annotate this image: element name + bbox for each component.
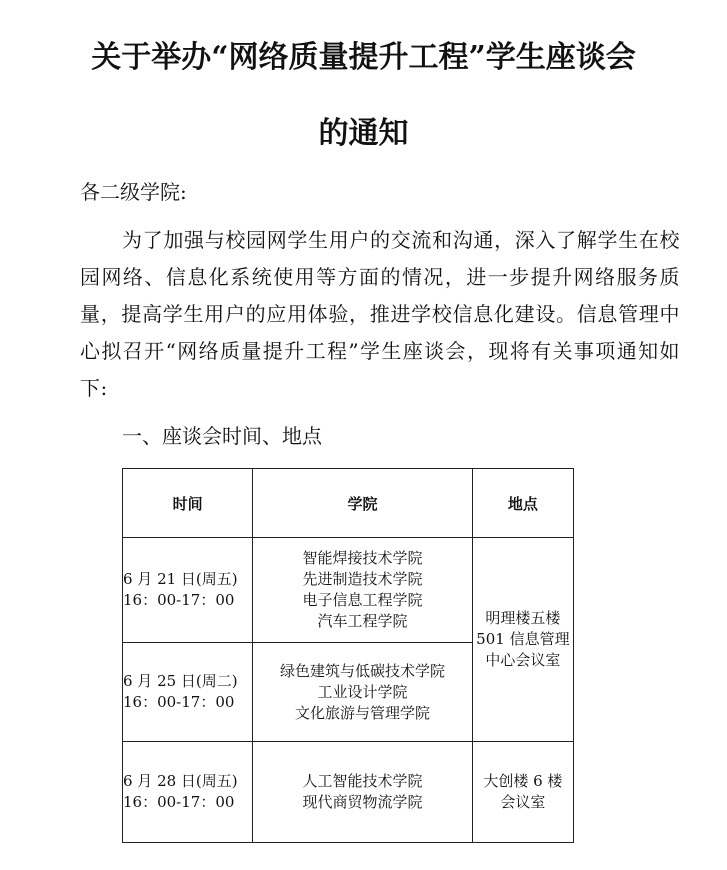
place-line: 501 信息管理	[476, 630, 570, 648]
college-name: 人工智能技术学院	[302, 772, 423, 790]
session-time: 16：00-17：00	[123, 693, 235, 711]
notice-title-line-1: 关于举办“网络质量提升工程”学生座谈会	[91, 40, 636, 75]
time-cell	[123, 643, 253, 742]
header-college: 学院	[253, 469, 472, 538]
section-heading-time-place: 一、座谈会时间、地点	[122, 424, 322, 448]
place-line: 会议室	[500, 793, 546, 811]
time-cell	[123, 538, 253, 643]
place-line: 大创楼 6 楼	[483, 772, 563, 790]
table-header-row	[123, 469, 574, 538]
header-time: 时间	[123, 469, 253, 538]
body-paragraph: 为了加强与校园网学生用户的交流和沟通，深入了解学生在校园网络、信息化系统使用等方面的情况，进一步提升网络服务质量，提高学生用户的应用体验，推进学校信息化建设。信息管理中心拟召开“网络质量提升工程”学生座谈会，现将有关事项通知如下:	[80, 228, 680, 400]
session-date: 6 月 25 日(周二)	[123, 672, 238, 690]
place-line: 中心会议室	[485, 651, 561, 669]
college-cell	[253, 742, 472, 843]
session-time: 16：00-17：00	[123, 591, 235, 609]
college-cell	[253, 538, 472, 643]
college-name: 现代商贸物流学院	[302, 793, 423, 811]
header-place: 地点	[472, 469, 573, 538]
table-row	[123, 742, 574, 843]
place-line: 明理楼五楼	[485, 609, 561, 627]
college-name: 汽车工程学院	[317, 612, 408, 630]
college-name: 先进制造技术学院	[302, 570, 423, 588]
college-name: 文化旅游与管理学院	[295, 703, 431, 722]
salutation: 各二级学院:	[80, 180, 187, 204]
college-name: 智能焊接技术学院	[302, 549, 423, 567]
time-cell	[123, 742, 253, 843]
college-cell	[253, 643, 472, 742]
college-name: 绿色建筑与低碳技术学院	[280, 661, 446, 680]
schedule-table	[122, 468, 574, 843]
table-row	[123, 538, 574, 643]
session-date: 6 月 21 日(周五)	[123, 570, 238, 588]
notice-title-line-2: 的通知	[318, 116, 409, 151]
session-date: 6 月 28 日(周五)	[123, 772, 238, 790]
college-name: 电子信息工程学院	[302, 591, 423, 609]
place-cell-shared	[472, 538, 573, 742]
place-cell	[472, 742, 573, 843]
session-time: 16：00-17：00	[123, 793, 235, 811]
college-name: 工业设计学院	[317, 682, 408, 701]
